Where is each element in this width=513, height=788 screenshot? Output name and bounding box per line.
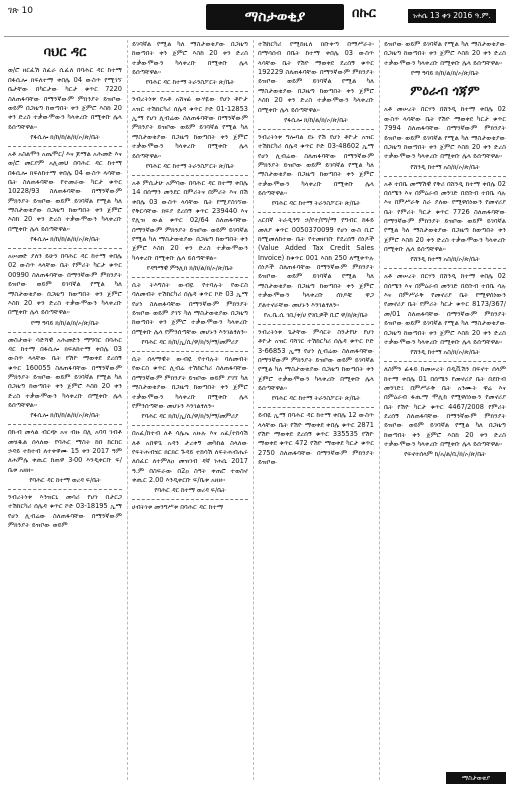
notice-text: ሀብትነቱ መንግሥቱ በባሕር ዳር ከተማ bbox=[132, 503, 224, 512]
notice-text: ይብዪ ኢማ በባሕር ዳር ከተማ ቀበሌ 12 ውስጥ ላላቸው ቤት የሽዮ ማወቀደ ቀበሌ ቁጥር 2871 የሽዮ ማወቀደ ደረሰኝ ቁጥር 335535 የሽዮ ማወቀደ ቁጥር 472 የሽዮ ማወቀደ ካርታ ቁጥር 2750 ስለጠፋባቸው በማንኛውም ምክንያት ይዝቦው bbox=[258, 411, 374, 467]
column-2 bbox=[132, 40, 248, 780]
issue-date: ነሐሴ 13 ቀን 2016 ዓ.ም. bbox=[408, 9, 496, 23]
notice-text: ይገባኛል የሚል ካለ ማስታወቂያው በጋዜጣ ከወጣበት ቀን ጀምሮ እስከ 20 ቀን ድረስ ተቃውሞውን ካላቀረቡ በሚቀቡ ሌላ ይሰጣቸዋል። bbox=[132, 40, 248, 77]
notice-divider bbox=[258, 129, 374, 130]
notice-text: አቶ አስልሞን አጤሞር/ እና ጆማል አሕመድ እና ወ/ሮ መርያም አሊመህ በባሕር ዳር ከተማ በፋሲሎ ክፍለከተማ ቀበሌ 04 ውስጥ ላሳቸው ቤት ስለጠፋባቸው የተመራው ካርታ ቁጥር 10228/93 ስለጠፋባቸው በማንኛውም ምክንያት ይዝቦው ወይም ይገባኛል የሚል ካለ ማስታወቂያው በጋዜጣ ከወጣበት ቀን ጀምሮ እስከ 20 ቀን ድረስ ተቃውሞውን ካላቀረቡ በሚቀቡ ሌላ ይሰጣቸዋል። bbox=[8, 149, 122, 233]
newspaper-name: በኩር bbox=[352, 6, 376, 21]
notice-text: ንብረትነቱ እንዝርኒ መሳሪ የሆነ በታርጋ ተሽከርካሪ ሰሌዳ ቁጥር ኮድ 03-18195 ኢማ የሆነ ሊብሬው ስለጠፋባቸው በማንኛውም ምክንያት ይዝቦው ወይም bbox=[8, 493, 122, 530]
notice-divider bbox=[8, 146, 122, 147]
notice-issuer: የፋሲሎ ክ/ከ/ከ/ል/ክ/ኦ/ጽ/ቤት bbox=[30, 236, 100, 244]
column-1 bbox=[8, 40, 122, 780]
notice-divider bbox=[132, 175, 248, 176]
notice-text: አቶ መሠረት በርሃን በሸንዲ ከተማ ቀበሌ 02 ውስጥ ላሳቸው ቤት የሽዮ ማወቀደ ካርታ ቁጥር 7994 ስለጠፋባቸው በማንኛውም ምክንያት ይዝቦው ወይም ይገባኛል የሚል ካለ ማስታወቂያው በጋዜጣ ከወጣበት ቀን ጀምሮ እስከ 20 ቀን ድረስ ተቃውሞውን ካላቀረቡ በሚቀቡ ሌላ ይሰጣቸዋል። bbox=[384, 105, 506, 161]
notice-divider bbox=[8, 332, 122, 333]
notice-text: ተሽከርካሪ የሚከዚለ ክቡቀጣ በማሥራት፡ በማሳሰብ በቤት ከተማ ቀበሌ 03 ውስጥ ላሳቸው ቤት የሽዮ ማወቀደ ደረሰኝ ቁጥር 192229 ስለጠፋባቸው በማንኛውም ምክንያት ይዝቦው ወይም ይገባኛል የሚል ካለ ማስታወቂያው በጋዜጣ ከወጣበት ቀን ጀምሮ እስከ 20 ቀን ድረስ ተቃውሞውን ካላቀረቡ በሚቀቡ ሌላ ይሰጣቸዋል። bbox=[258, 40, 374, 114]
notice-issuer: የባሕር ዳር ከተማ ትራንስፖርት ጽ/ቤት bbox=[271, 200, 361, 208]
section-masthead: ማስታወቂያ bbox=[206, 4, 344, 30]
notice-issuer: የባሕር ዳር ከተማ ወረዳ ፍ/ቤት bbox=[154, 487, 226, 495]
notice-divider bbox=[132, 277, 248, 278]
notice-issuer: የማ ዓባይ ክ/ከ/ል/ክ/ኦ/ጽ/ቤት bbox=[410, 70, 480, 78]
notice-issuer: የሸንዲ ከተማ አስ/ክ/ኦ/ጽ/ቤት bbox=[410, 349, 480, 357]
notice-divider bbox=[132, 91, 248, 92]
notice-text: አቶ መሠረት በርሃን በሸንዲ ከተማ ቀበሌ 02 በሰሜን እና በምዕራብ መንገድ በደቡብ ተበቤ ሳሉ እና በምሥራቅ የመኖሪያ ቤት የሚዋሰነውን የመኖሪያ ቤት የምሪት ካርታ ቁጥር 8173/367/መ/01 ስለጠፋባቸው በማንኛውም ምክንያት ይዝቦው ወይም ይገባኛል የሚል ካለ ማስታወቂያው በጋዜጣ ከወጣበት ቀን ጀምሮ እስከ 20 ቀን ድረስ ተቃውሞውን ካላቀረቡ በሚቀቡ ሌላ ይሰጣቸዋል። bbox=[384, 272, 506, 346]
notice-issuer: የሸንዲ ከተማ አስ/ክ/ኦ/ጽ/ቤት bbox=[410, 163, 480, 171]
notice-text: መስታወት ሳድሻዊ አሕመድን ማግባር በባሕር ዳር ከተማ በፋሲሎ ክፍለከተማ ቀበሌ 03 ውስጥ ላላቸው ቤት የሽዮ ማወቀደ ደረሰኝ ቁጥር 160055 ስለጠፋባቸው በማንኛውም ምክንያት ይዝቦው ወይም ይገባኛል የሚል ካለ በጋዜጣ ከወጣበት ቀን ጀምሮ እስከ 20 ቀን ድረስ ተቃውሞውን ካላቀረቡ በሚቀቡ ሌላ ይሰጣቸዋል። bbox=[8, 335, 122, 410]
notice-text: በኩብ መላል ብርጭ አና ብዙ በሊ አባባ ገብቶ መሄዱል ሰላለው የባሕር ማስት ከበ ከርከር ኃዳይ ተከተብ ለተቀዋሙ 15 ቀን 2017 ዓም ለሐምሌ ቀጢር ከጠዋ 3፡00 እንዲቀርቡ ፍ/ቤቱ አዘዘ። bbox=[8, 428, 122, 474]
notice-divider bbox=[132, 351, 248, 352]
notice-text: ንብረትነቱ የአቶ አሸናፊ ውሃዬው የሆነ ቶዮታ አዝር ተሽከርካሪ ሰሌዳ ቁጥር ኮድ 01-12853 ኢማ የሆነ ሊብሬው ስለጠፋባቸው በማንኛውም ምክንያት ይዝቦው ወይም ይገባኛል የሚል ካለ ማስታወቂያው በጋዜጣ ከወጣበት ቀን ጀምሮ ተቃውሞውን ካላቀረቡ በሚቀቡ ሌላ ይሰጣቸዋል። bbox=[132, 95, 248, 160]
footer-tag: ማስታወቂያ bbox=[446, 772, 506, 784]
notice-text: አሠመድ ያለን ይሁን በባሕር ዳር ከተማ ቀበሌ 02 ውስጥ ላላቸው ቤት የምሪት ካርታ ቁጥር 00990 ስለጠፋባቸው በማንኛውም ምክንያት ይዝቦው ወይም ይገባኛል የሚል ካለ ማስታወቂያው በጋዜጣ ከወጣበት ቀን ጀምሮ እስከ 20 ቀን ድረስ ተቃውሞውን ካላቀረቡ በሚቀቡ ሌላ ይሰጣቸዋል። bbox=[8, 252, 122, 317]
notice-divider bbox=[384, 176, 506, 177]
notice-issuer: የፋሲሎ ክ/ከ/ከ/ል/ክ/ኦ/ጽ/ቤት bbox=[30, 412, 100, 420]
notice-issuer: የባሕር ዳር ክ/ከ/ኢ/ሲ/ዋ/ክ/ን/ማ/መምሪያ bbox=[141, 339, 239, 347]
notice-text: ሲት ትእግስት ውብዬ የተባሉት የውርስ ባለመብት ተሽከርካሪ ሰሌዳ ቁጥር ኮድ 03 ኢማ የሆነ ስለጠፋባቸው በማንኛውም ምክንያት ይዝቦው ወይም ያገኘ ካለ ማስታወቂያው በጋዜጣ ከወጣበት ቀን ጀምሮ ተቃውሞውን ካላቀረቡ በሚቀቡ ሌላ የምንሰጣቸው መሆኑን እንገልፃለን። bbox=[132, 281, 248, 336]
region-heading: ባህር ዳር bbox=[43, 45, 87, 60]
notice-divider bbox=[132, 499, 248, 500]
newspaper-info bbox=[352, 6, 508, 28]
notice-text: አቶ ተበቤ መማሽዊ የቅሪ በሸንዲ ከተማ ቀበሌ 02 በሰሜን እና በምዕራብ መንገድ በደቡብ ተበቤ ሳሉ እና በምሥራቅ ስራ ያለው የሚዋሰነውን የመኖሪያ ቤት የምሪት ካርታ ቁጥር 7726 ስለጠፋባቸው በማንኛውም ምክንያት ይዝቦው ወይም ይገባኛል የሚል ካለ ማስታወቂያው በጋዜጣ ከወጣበት ቀን ጀምሮ እስከ 20 ቀን ድረስ ተቃውሞውን ካላቀረቡ በሚቀቡ ሌላ ይሰጣቸዋል። bbox=[384, 179, 506, 254]
notice-issuer: የአ.ቤ.ሲ ገቢ/ቀ/ሀ የገቢዎች ቢሮ ዋ/ክ/ጽ/ቤት bbox=[263, 311, 369, 319]
region-heading: ምዕራብ ጎጃም bbox=[410, 84, 480, 100]
column-divider bbox=[253, 40, 254, 780]
notice-issuer: የባሕር ዳር ከተማ ትራንስፖርት ጽ/ቤት bbox=[145, 79, 235, 87]
notice-divider bbox=[8, 424, 122, 425]
notice-text: አቶ ምሲታሁ አምባው በባሕር ዳር ከተማ ቀበሌ 14 በሰማን መንደር በምሪትና በምሪት እና በሽ ቀበሌ 03 ውስጥ ላሳቸው ቤት የሚያስገኘው የቅርሳቸው ክፍያ ደረሰኝ ቁጥር 239440 እና የሊዝ ውል ቁጥር 02/64 ስለጠፋባቸው በማንኛውም ምክንያት ይዝቦው ወይም ይገባኛል የሚል ካለ ማስታወቂያው በጋዜጣ ከወጣበት ቀን ጀምሮ እስከ 20 ቀን ድረስ ተቃውሞውን ካላቀረቡ በሚቀቡ ሌላ ይሰጣቸዋል። bbox=[132, 178, 248, 262]
notice-issuer: የዳግማዊ ምንሊክ ክ/ከ/ል/ክ/ኦ/ጽ/ቤት bbox=[146, 265, 234, 273]
column-divider bbox=[127, 40, 128, 780]
notice-divider bbox=[258, 324, 374, 325]
notice-text: ለስምን ፊፋይ ከመሠረት በዲቪሽን በፍኖተ ሰላም ከተማ ቀበሌ 01 በሰሜን የመኖሪያ ቤት በደቡብ መንገድ፤ በምሥራቅ ቤት አንሙት ዋሬ እና በምዕራብ ፋጢማ ሞሊከ የሚዋሰነውን የመኖሪያ ቤት የሽዮ ካርታ ቁጥር 4467/2008 የምሪት ደረሰኝ ስለጠፋባቸው በማንኛውም ምክንያት ይዝቦው ወይም ይገባኛል የሚል ካለ በጋዜጣ ከወጣበት ቀን ጀምሮ እስከ 20 ቀን ድረስ ተቃውሞውን ካላቀረቡ በሚቀቡ ሌላ ይሰጣቸዋል። bbox=[384, 365, 506, 449]
notice-text: ሲት ሰላማዊት ውብዬ የተባሉት ባለመብት የውርስ ቁጥር ሊብሬ ተሽከርካሪ ስለጠፋባቸው በማንኛውም ምክንያት ይዝቦው ወይም ያገኘ ካለ ማስታወቂያው በጋዜጣ ከወጣበት ቀን ጀምሮ ተቃውሞውን ካላቀረቡ በሚቀቡ ሌላ የምንሰጣቸው መሆኑን እንገልፃለን። bbox=[132, 355, 248, 410]
notice-text: ወ/ሮ ዘርፈሽ ስፈራ ሲፈለ በባሕር ዳር ከተማ በፋሲሎ ክፍለተማ ቀበሌ 04 ውስጥ የሚገኘ ቤታቸው በካርታው ካርታ ቁጥር 7220 ስለጠፋባቸው በማንኛውም ምክንያት ይዝቦው ወይም በጋዜጣ ከወጣበት ቀን ጀምሮ እስከ 20 ቀን ድረስ ተቃውሞውን ካላቀረቡ በሚቀቡ ሌላ ይሰጣቸዋል። bbox=[8, 66, 122, 131]
notice-divider bbox=[384, 361, 506, 362]
notice-divider bbox=[8, 489, 122, 490]
notice-divider bbox=[384, 268, 506, 269]
notice-text: ንብረትነቱ ግሎባል ደኑ የሽ የሆነ ቶዮታ አዝር ተሽከርካሪ ሰሌዳ ቁጥር ኮድ 03-48602 ኢማ የሆነ ሊብሬው ስለጠፋባቸው በማንኛውም ምክንያት ይዝቦው ወይም ይገባኛል የሚል ካለ ማስታወቂያው በጋዜጣ ከወጣበት ቀን ጀምሮ ተቃውሞውን ካላቀረቡ በሚቀቡ ሌላ ይሰጣቸዋል። bbox=[258, 132, 374, 197]
column-divider bbox=[379, 40, 380, 780]
notice-issuer: የማ ዓባይ ክ/ከ/ል/ክ/ኦ/ጽ/ቤት bbox=[30, 319, 100, 327]
notice-issuer: የፍኖተሰላም ከ/አ/ል/ቢ/ክ/ኦ/ጽ/ቤት bbox=[404, 451, 486, 459]
notice-text: ንብረትነቱ ጌታቸው ምሳርት ስንታየሁ የሆነ ቶዮታ አዝር ባሻገር ተሽከርካሪ ሰሌዳ ቁጥር ኮድ 3-66853 ኢማ የሆነ ሊብሬው ስለጠፋባቸው በማንኛውም ምክንያት ይዝቦው ወይም ይገባኛል የሚል ካለ ማስታወቂያው በጋዜጣ ከወጣበት ቀን ጀምሮ ተቃውሞውን ካላቀረቡ በሚቀቡ ሌላ ይሰጣቸዋል። bbox=[258, 327, 374, 392]
column-4 bbox=[384, 40, 506, 780]
notice-divider bbox=[132, 425, 248, 426]
notice-issuer: የባሕር ዳር ከተማ ትራንስፖርት ጽ/ቤት bbox=[145, 162, 235, 170]
notice-issuer: የሸንዲ ከተማ አስ/ክ/ኦ/ጽ/ቤት bbox=[410, 256, 480, 264]
notice-divider bbox=[8, 248, 122, 249]
notice-issuer: የፋሲሎ ክ/ከ/ከ/ል/ክ/ኦ/ጽ/ቤት bbox=[30, 133, 100, 141]
notice-divider bbox=[258, 212, 374, 213]
notice-divider bbox=[258, 407, 374, 408]
notice-issuer: የባሕር ዳር ከተማ ትራንስፖርት ጽ/ቤት bbox=[271, 395, 361, 403]
notice-issuer: የባሕር ዳር ከተማ ወረዳ ፍ/ቤት bbox=[29, 477, 101, 485]
notice-issuer: የፋሲሎ ክ/ከ/ል/ክ/ኦ/ጽ/ቤት bbox=[284, 116, 348, 124]
header-divider bbox=[4, 36, 509, 37]
notice-issuer: የባሕር ዳር ክ/ከ/ኢ/ሲ/ዋ/ክ/ን/ማ/መምሪያ bbox=[141, 413, 239, 421]
notice-text: ይዝቦው ወይም ይገባኛል የሚል ካለ ማስታወቂያው በጋዜጣ ከወጣበት ቀን ጀምሮ እስከ 20 ቀን ድረስ ተቃውሞውን ካላቀረቡ በሚቀቡ ሌላ ይሰጣቸዋል። bbox=[384, 40, 506, 67]
notice-text: በአፈ/ከተብ ለቶ ሳሌኤ አዙሉ እና አፈ/ተከሳሽ ለቶ አበዋጌ አዳን ታረቀኝ መካከል ስላለው የፍትሐብሄር ክርክር ጉዳይ ተከሳሽ ለፍትሐብሔሩ ለሰፈር ለተምለዐ መዝገብ ዳኛ ነሐሴ 2017 ዓ.ም በስፍራው በ2ዐ ስዓት ቀጠሮ ተወስኖ ቀጢር 2.00 እንዲቀርቡ ፍ/ቤቱ አዘዘ። bbox=[132, 429, 248, 484]
notice-text: አርበኛ ትራዲንግ ኃ/የተ/የግ/ማ የግብር ከፋይ መለያ ቁጥር 0050370099 የሆነ ውስ ቢሮ ከሚመለከተው ቤት የተመዘገቡ የደረሰኝ ሰነዶች (Value Added Tax Credit Sales Invoice) ከቁጥር 001 እስከ 250 ለሚቀጥሉ ሰነዶች ስለጠፉባቸው በማንኛውም ምክንያት ይዝቦው ወይም ይገባኛል የሚል ካለ ማስታወቂያው በጋዜጣ ከወጣበት ቀን ጀምሮ ተቃውሞውን ካላቀረቡ ሰነዶቹ ዋጋ ያልተኖራቸው መሆኑን እንገልፃለን። bbox=[258, 216, 374, 309]
page-number: ገጽ 10 bbox=[8, 6, 34, 16]
column-3 bbox=[258, 40, 374, 780]
